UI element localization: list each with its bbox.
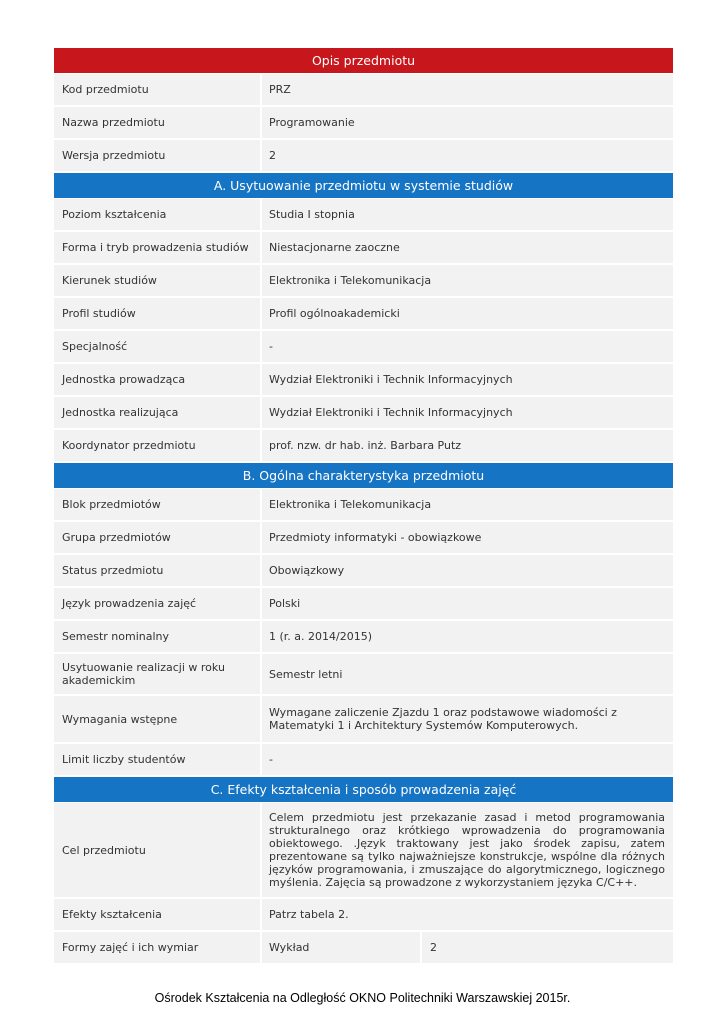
table-row-jednostka-realizujaca <box>54 397 673 428</box>
row-label: Wymagania wstępne <box>62 712 178 726</box>
row-value: Wydział Elektroniki i Technik Informacyjnych <box>260 364 673 395</box>
row-label: Blok przedmiotów <box>62 498 161 511</box>
page-footer: Ośrodek Kształcenia na Odległość OKNO Politechniki Warszawskiej 2015r. <box>154 991 571 1005</box>
row-value: 1 (r. a. 2014/2015) <box>260 621 673 652</box>
table-row-wymagania <box>54 696 673 742</box>
table-row-forma <box>54 232 673 263</box>
row-value: Elektronika i Telekomunikacja <box>260 265 673 296</box>
row-value: Programowanie <box>260 107 673 138</box>
row-value: Polski <box>260 588 673 619</box>
table-row-semestr <box>54 621 673 652</box>
section-header-opis: Opis przedmiotu <box>54 48 673 73</box>
row-value: PRZ <box>260 74 673 105</box>
row-label: Kierunek studiów <box>62 274 157 287</box>
row-value: - <box>260 331 673 362</box>
row-label: Kod przedmiotu <box>62 83 149 96</box>
row-value: Profil ogólnoakademicki <box>260 298 673 329</box>
table-row-nazwa <box>54 107 673 138</box>
row-label: Jednostka realizująca <box>62 406 179 419</box>
table-row-limit <box>54 744 673 775</box>
row-value: Niestacjonarne zaoczne <box>260 232 673 263</box>
row-label: Jednostka prowadząca <box>62 373 186 386</box>
row-label: Wersja przedmiotu <box>62 149 166 162</box>
table-row-grupa <box>54 522 673 553</box>
row-value: - <box>260 744 673 775</box>
table-row-wersja <box>54 140 673 171</box>
row-label: Cel przedmiotu <box>62 843 146 857</box>
table-row-efekty <box>54 899 673 930</box>
section-header-c: C. Efekty kształcenia i sposób prowadzenia zajęć <box>54 777 673 802</box>
row-value: Przedmioty informatyki - obowiązkowe <box>260 522 673 553</box>
row-label: Efekty kształcenia <box>62 908 162 921</box>
row-value: Patrz tabela 2. <box>260 899 673 930</box>
table-row-jezyk <box>54 588 673 619</box>
row-label: Język prowadzenia zajęć <box>62 597 197 610</box>
table-row-blok <box>54 489 673 520</box>
table-row-poziom <box>54 199 673 230</box>
row-label: Formy zajęć i ich wymiar <box>62 941 199 954</box>
row-value-hours: 2 <box>420 932 673 963</box>
section-header-a: A. Usytuowanie przedmiotu w systemie studiów <box>54 173 673 198</box>
row-label: Specjalność <box>62 340 128 353</box>
table-row-status <box>54 555 673 586</box>
table-row-kod <box>54 74 673 105</box>
row-label: Status przedmiotu <box>62 564 164 577</box>
row-label: Semestr nominalny <box>62 630 170 643</box>
row-label: Usytuowanie realizacji w roku akademickim <box>62 661 225 687</box>
row-value: Wymagane zaliczenie Zjazdu 1 oraz podstawowe wiadomości z Matematyki 1 i Architektury Systemów Komputerowych. <box>260 696 673 742</box>
table-row-jednostka-prowadzaca <box>54 364 673 395</box>
row-label: Forma i tryb prowadzenia studiów <box>62 241 249 254</box>
table-row-koordynator <box>54 430 673 461</box>
course-description-table <box>54 48 673 965</box>
table-row-specjalnosc <box>54 331 673 362</box>
table-row-kierunek <box>54 265 673 296</box>
row-value: 2 <box>260 140 673 171</box>
section-header-b: B. Ogólna charakterystyka przedmiotu <box>54 463 673 488</box>
row-label: Limit liczby studentów <box>62 753 186 766</box>
row-value: Semestr letni <box>260 654 673 694</box>
row-label: Koordynator przedmiotu <box>62 439 196 452</box>
row-value: Celem przedmiotu jest przekazanie zasad i metod programowania strukturalnego oraz krótkiego wprowadzenia do programowania obiektowego. .Język traktowany jest jako środek zapisu, zatem prezentowane są tylko najważniejsze konstrukcje, wspólne dla różnych języków programowania, i zmuszające do algorytmicznego, logicznego myślenia. Zajęcia są prowadzone z wykorzystaniem języka C/C++. <box>260 803 673 897</box>
row-label: Profil studiów <box>62 307 136 320</box>
row-label: Poziom kształcenia <box>62 208 167 221</box>
row-value: prof. nzw. dr hab. inż. Barbara Putz <box>260 430 673 461</box>
row-value: Wykład <box>260 932 420 963</box>
table-row-cel <box>54 803 673 897</box>
table-row-formy <box>54 932 673 963</box>
row-value: Studia I stopnia <box>260 199 673 230</box>
table-row-profil <box>54 298 673 329</box>
row-value: Obowiązkowy <box>260 555 673 586</box>
row-value: Elektronika i Telekomunikacja <box>260 489 673 520</box>
row-label: Grupa przedmiotów <box>62 531 171 544</box>
row-label: Nazwa przedmiotu <box>62 116 165 129</box>
row-value: Wydział Elektroniki i Technik Informacyjnych <box>260 397 673 428</box>
table-row-usytuowanie <box>54 654 673 694</box>
